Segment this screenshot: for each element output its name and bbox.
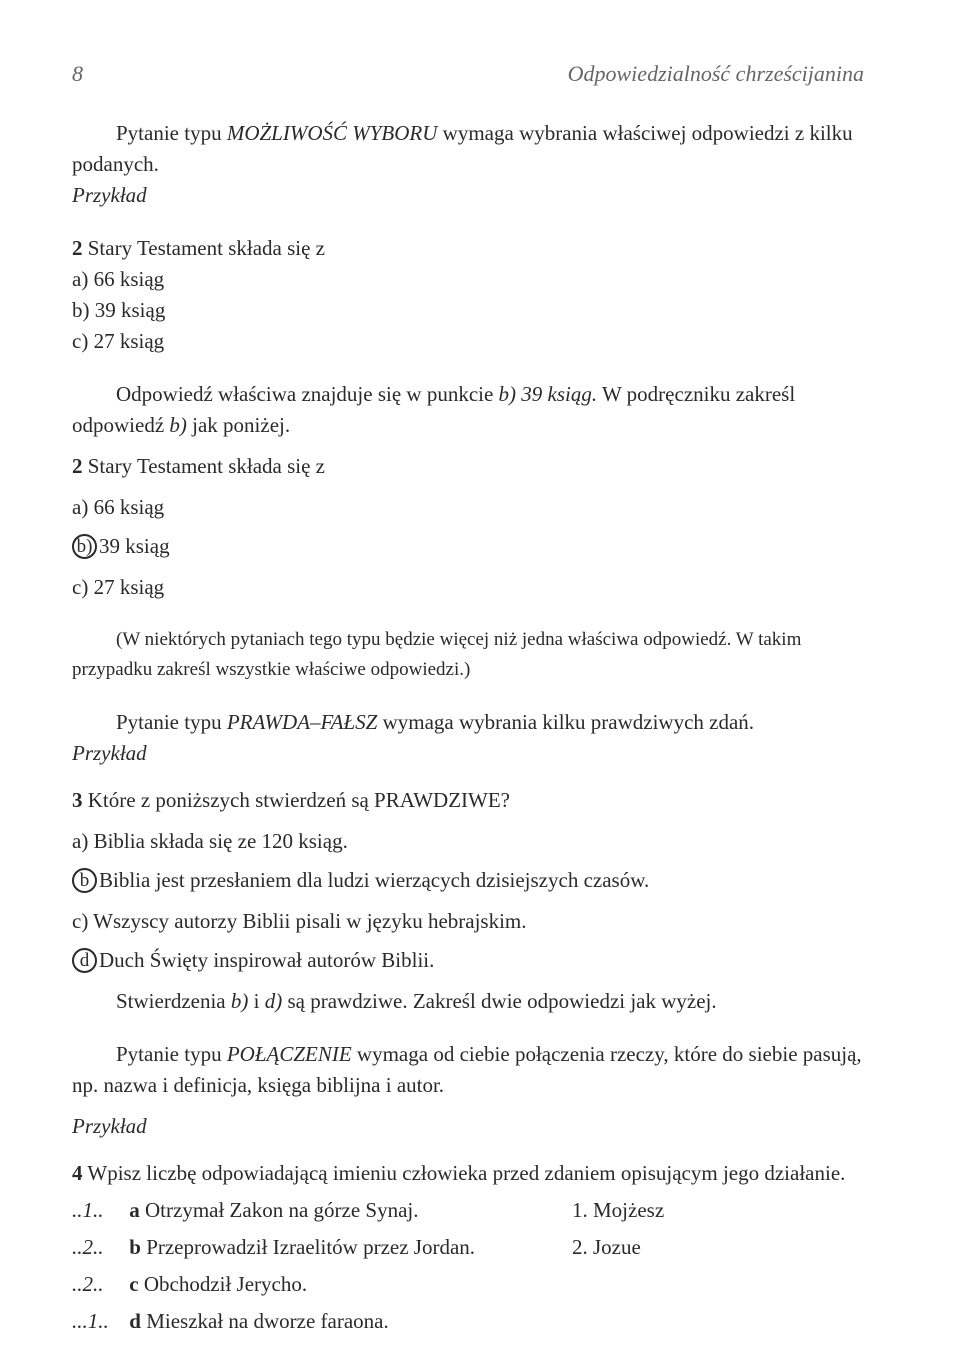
- question-4: 4 Wpisz liczbę odpowiadającą imieniu człowieka przed zdaniem opisującym jego działanie.: [72, 1161, 846, 1185]
- handwritten-answer: ..2..: [72, 1235, 104, 1259]
- option-c: c) 27 ksiąg: [72, 575, 165, 599]
- section1-intro: Pytanie typu MOŻLIWOŚĆ WYBORU wymaga wybrania właściwej odpowiedzi z kilku podanych.: [72, 121, 853, 176]
- term-matching: POŁĄCZENIE: [226, 1042, 352, 1066]
- question-2: 2 Stary Testament składa się z: [72, 236, 325, 260]
- answer-explanation: Odpowiedź właściwa znajduje się w punkcie b) 39 ksiąg. W podręczniku zakreśl odpowiedź b) jak poniżej.: [72, 382, 796, 437]
- circled-answer-mark: b): [72, 534, 97, 559]
- question-2-repeat: 2 Stary Testament składa się z: [72, 454, 325, 478]
- statement-b-circled: b Biblia jest przesłaniem dla ludzi wierzących dzisiejszych czasów.: [72, 865, 862, 896]
- handwritten-answer: ..2..: [72, 1272, 104, 1296]
- statement-c: c) Wszyscy autorzy Biblii pisali w języku hebrajskim.: [72, 909, 527, 933]
- section3-intro: Pytanie typu POŁĄCZENIE wymaga od ciebie połączenia rzeczy, które do siebie pasują, np. nazwa i definicja, księga biblijna i autor.: [72, 1042, 862, 1097]
- option-b: b) 39 ksiąg: [72, 298, 166, 322]
- match-row: ...1.. d Mieszkał na dworze faraona.: [72, 1306, 862, 1337]
- match-row: ..1.. a Otrzymał Zakon na górze Synaj. 1. Mojżesz: [72, 1195, 862, 1226]
- true-false-answer: Stwierdzenia b) i d) są prawdziwe. Zakreśl dwie odpowiedzi jak wyżej.: [116, 989, 717, 1013]
- statement-a: a) Biblia składa się ze 120 ksiąg.: [72, 829, 348, 853]
- match-option: [572, 1269, 862, 1300]
- example-label: Przykład: [72, 183, 147, 207]
- question-number: 3: [72, 788, 83, 812]
- note-multiple-answers: (W niektórych pytaniach tego typu będzie więcej niż jedna właściwa odpowiedź. W takim przypadku zakreśl wszystkie właściwe odpowiedzi.): [72, 629, 802, 680]
- option-c: c) 27 ksiąg: [72, 329, 165, 353]
- question-3: 3 Które z poniższych stwierdzeń są PRAWDZIWE?: [72, 788, 511, 812]
- question-number: 4: [72, 1161, 83, 1185]
- match-option: [572, 1306, 862, 1337]
- section2-intro: Pytanie typu PRAWDA–FAŁSZ wymaga wybrania kilku prawdziwych zdań.: [116, 710, 755, 734]
- question-number: 2: [72, 236, 83, 260]
- term-multiple-choice: MOŻLIWOŚĆ WYBORU: [226, 121, 438, 145]
- handwritten-answer: ...1..: [72, 1309, 109, 1333]
- example-label: Przykład: [72, 1114, 147, 1138]
- handwritten-answer: ..1..: [72, 1198, 104, 1222]
- page-content: [72, 118, 862, 1337]
- match-row: ..2.. c Obchodził Jerycho.: [72, 1269, 862, 1300]
- option-a: a) 66 ksiąg: [72, 495, 165, 519]
- option-a: a) 66 ksiąg: [72, 267, 165, 291]
- running-title: Odpowiedzialność chrześcijanina: [567, 61, 864, 86]
- match-option: 1. Mojżesz: [572, 1198, 665, 1222]
- circled-answer-mark: b: [72, 868, 97, 893]
- statement-d-circled: d Duch Święty inspirował autorów Biblii.: [72, 945, 862, 976]
- match-row: ..2.. b Przeprowadził Izraelitów przez Jordan. 2. Jozue: [72, 1232, 862, 1263]
- example-label: Przykład: [72, 741, 147, 765]
- circled-answer-mark: d: [72, 948, 97, 973]
- option-b-circled: b) 39 ksiąg: [72, 531, 862, 562]
- term-true-false: PRAWDA–FAŁSZ: [226, 710, 378, 734]
- page-number: 8: [72, 61, 83, 86]
- running-header: [72, 58, 864, 92]
- match-option: 2. Jozue: [572, 1235, 641, 1259]
